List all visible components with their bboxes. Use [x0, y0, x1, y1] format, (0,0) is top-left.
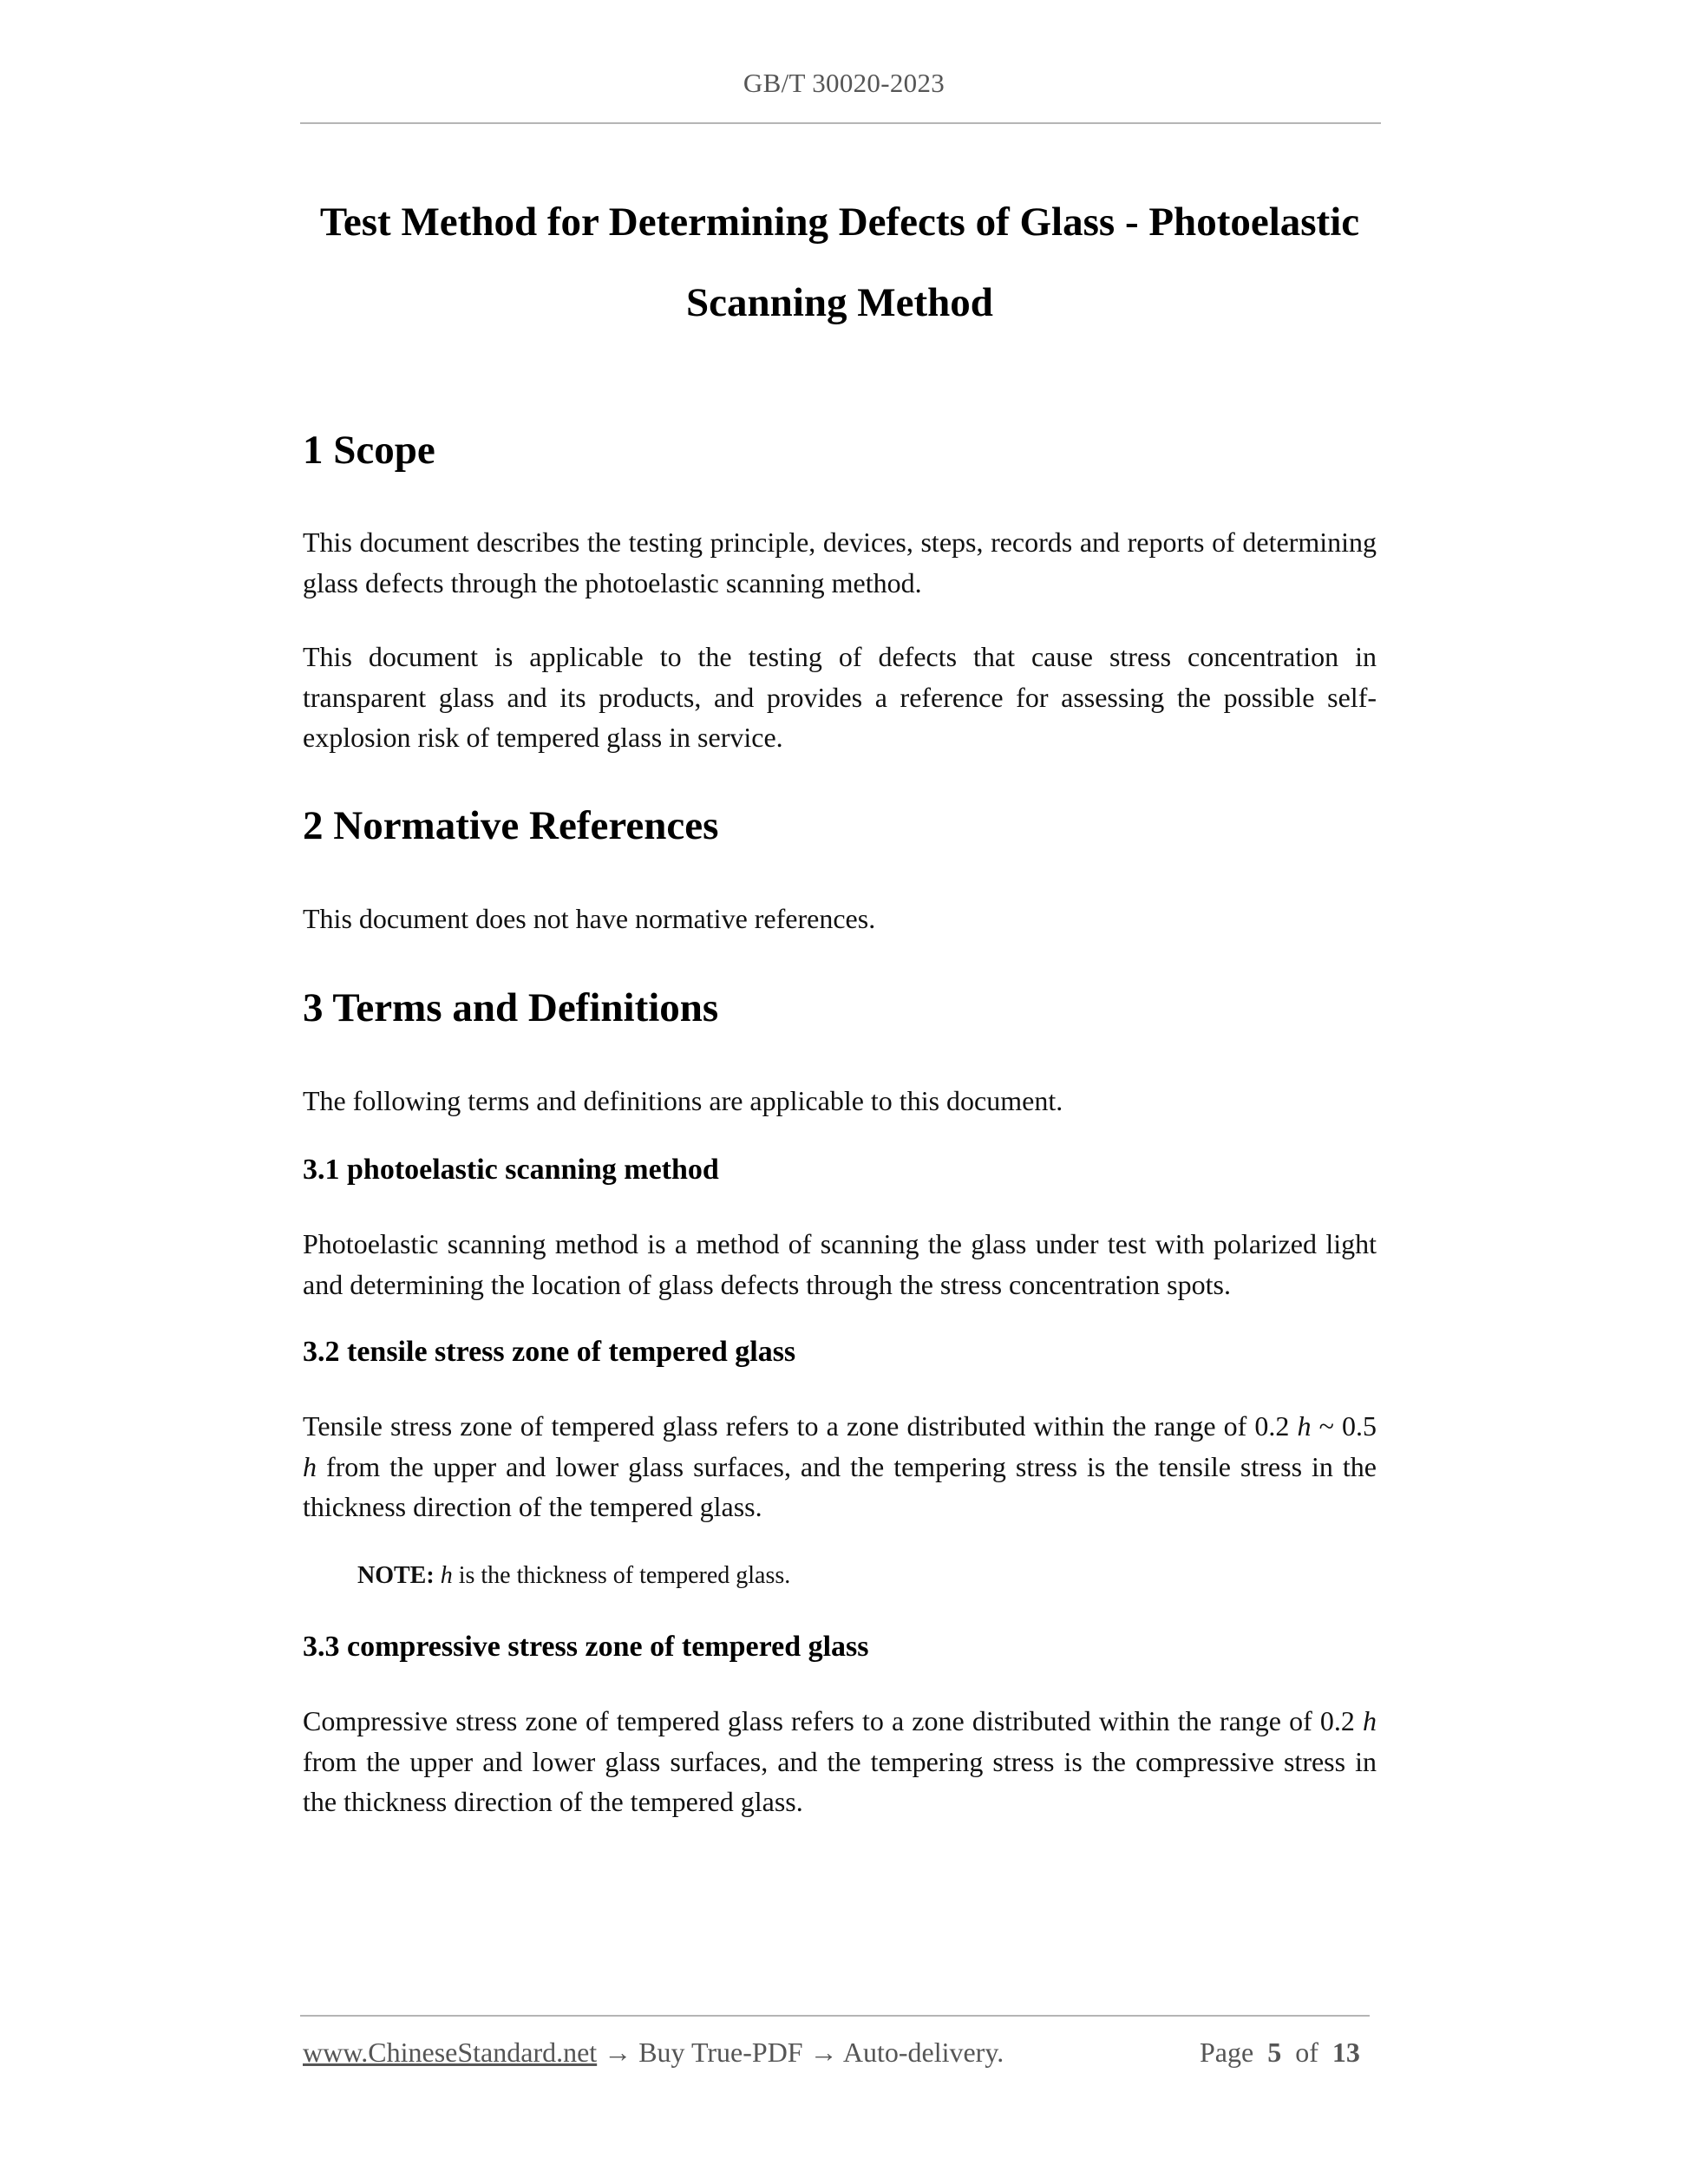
note-label: NOTE:	[357, 1562, 435, 1589]
header-divider	[300, 122, 1381, 124]
variable-h: h	[1363, 1705, 1377, 1736]
page-total: 13	[1331, 2037, 1360, 2068]
note-text: is the thickness of tempered glass.	[452, 1562, 791, 1589]
variable-h: h	[440, 1562, 453, 1589]
section-scope-heading: 1 Scope	[303, 428, 435, 473]
site-link[interactable]: www.ChineseStandard.net	[303, 2037, 598, 2068]
terms-intro: The following terms and definitions are applicable to this document.	[303, 1085, 1063, 1116]
variable-h: h	[1297, 1410, 1312, 1442]
scope-paragraph-1: This document describes the testing principle, devices, steps, records and reports of determining glass defects through the photoelastic scanning method.	[303, 526, 1377, 598]
document-code: GB/T 30020-2023	[743, 68, 945, 98]
term-3-2-body	[303, 1406, 1377, 1527]
page-current: 5	[1267, 2037, 1282, 2068]
term-3-1-body: Photoelastic scanning method is a method of scanning the glass under test with polarized light and determining the location of glass defects through the stress concentration spots.	[303, 1228, 1377, 1300]
footer-divider	[300, 2015, 1370, 2017]
term-3-3-heading: 3.3 compressive stress zone of tempered glass	[303, 1631, 869, 1663]
term-3-2-text-a: Tensile stress zone of tempered glass refers to a zone distributed within the range of 0.2	[303, 1410, 1298, 1442]
document-title	[294, 182, 1385, 343]
section-normative-heading: 2 Normative References	[303, 803, 719, 848]
footer-promo	[303, 2037, 1004, 2069]
page-label: Page	[1200, 2037, 1254, 2068]
scope-paragraph-2: This document is applicable to the testing of defects that cause stress concentration in transparent glass and its products, and provides a reference for assessing the possible self-explosion risk of tempered glass in service.	[303, 641, 1377, 753]
section-terms-heading: 3 Terms and Definitions	[303, 985, 719, 1030]
term-3-2-heading: 3.2 tensile stress zone of tempered glass	[303, 1336, 796, 1368]
term-3-2-text-c: from the upper and lower glass surfaces, and the tempering stress is the tensile stress in the thickness direction of the tempered glass.	[303, 1450, 1377, 1522]
normative-paragraph: This document does not have normative references.	[303, 903, 876, 934]
term-3-1-heading: 3.1 photoelastic scanning method	[303, 1154, 719, 1186]
term-3-3-body	[303, 1701, 1377, 1822]
variable-h: h	[303, 1450, 317, 1482]
term-3-2-text-b: ~ 0.5	[1311, 1410, 1377, 1442]
term-3-3-text-a: Compressive stress zone of tempered glass refers to a zone distributed within the range of 0.2	[303, 1705, 1363, 1736]
term-3-2-note	[357, 1562, 790, 1590]
title-line-2: Scanning Method	[686, 280, 993, 325]
page-indicator	[1200, 2037, 1360, 2069]
page-of-label: of	[1295, 2037, 1318, 2068]
term-3-3-text-b: from the upper and lower glass surfaces, and the tempering stress is the compressive stress in the thickness direction of the tempered glass.	[303, 1745, 1377, 1817]
footer-promo-text: → Buy True-PDF → Auto-delivery.	[597, 2037, 1004, 2068]
title-line-1: Test Method for Determining Defects of Glass - Photoelastic	[319, 199, 1360, 245]
